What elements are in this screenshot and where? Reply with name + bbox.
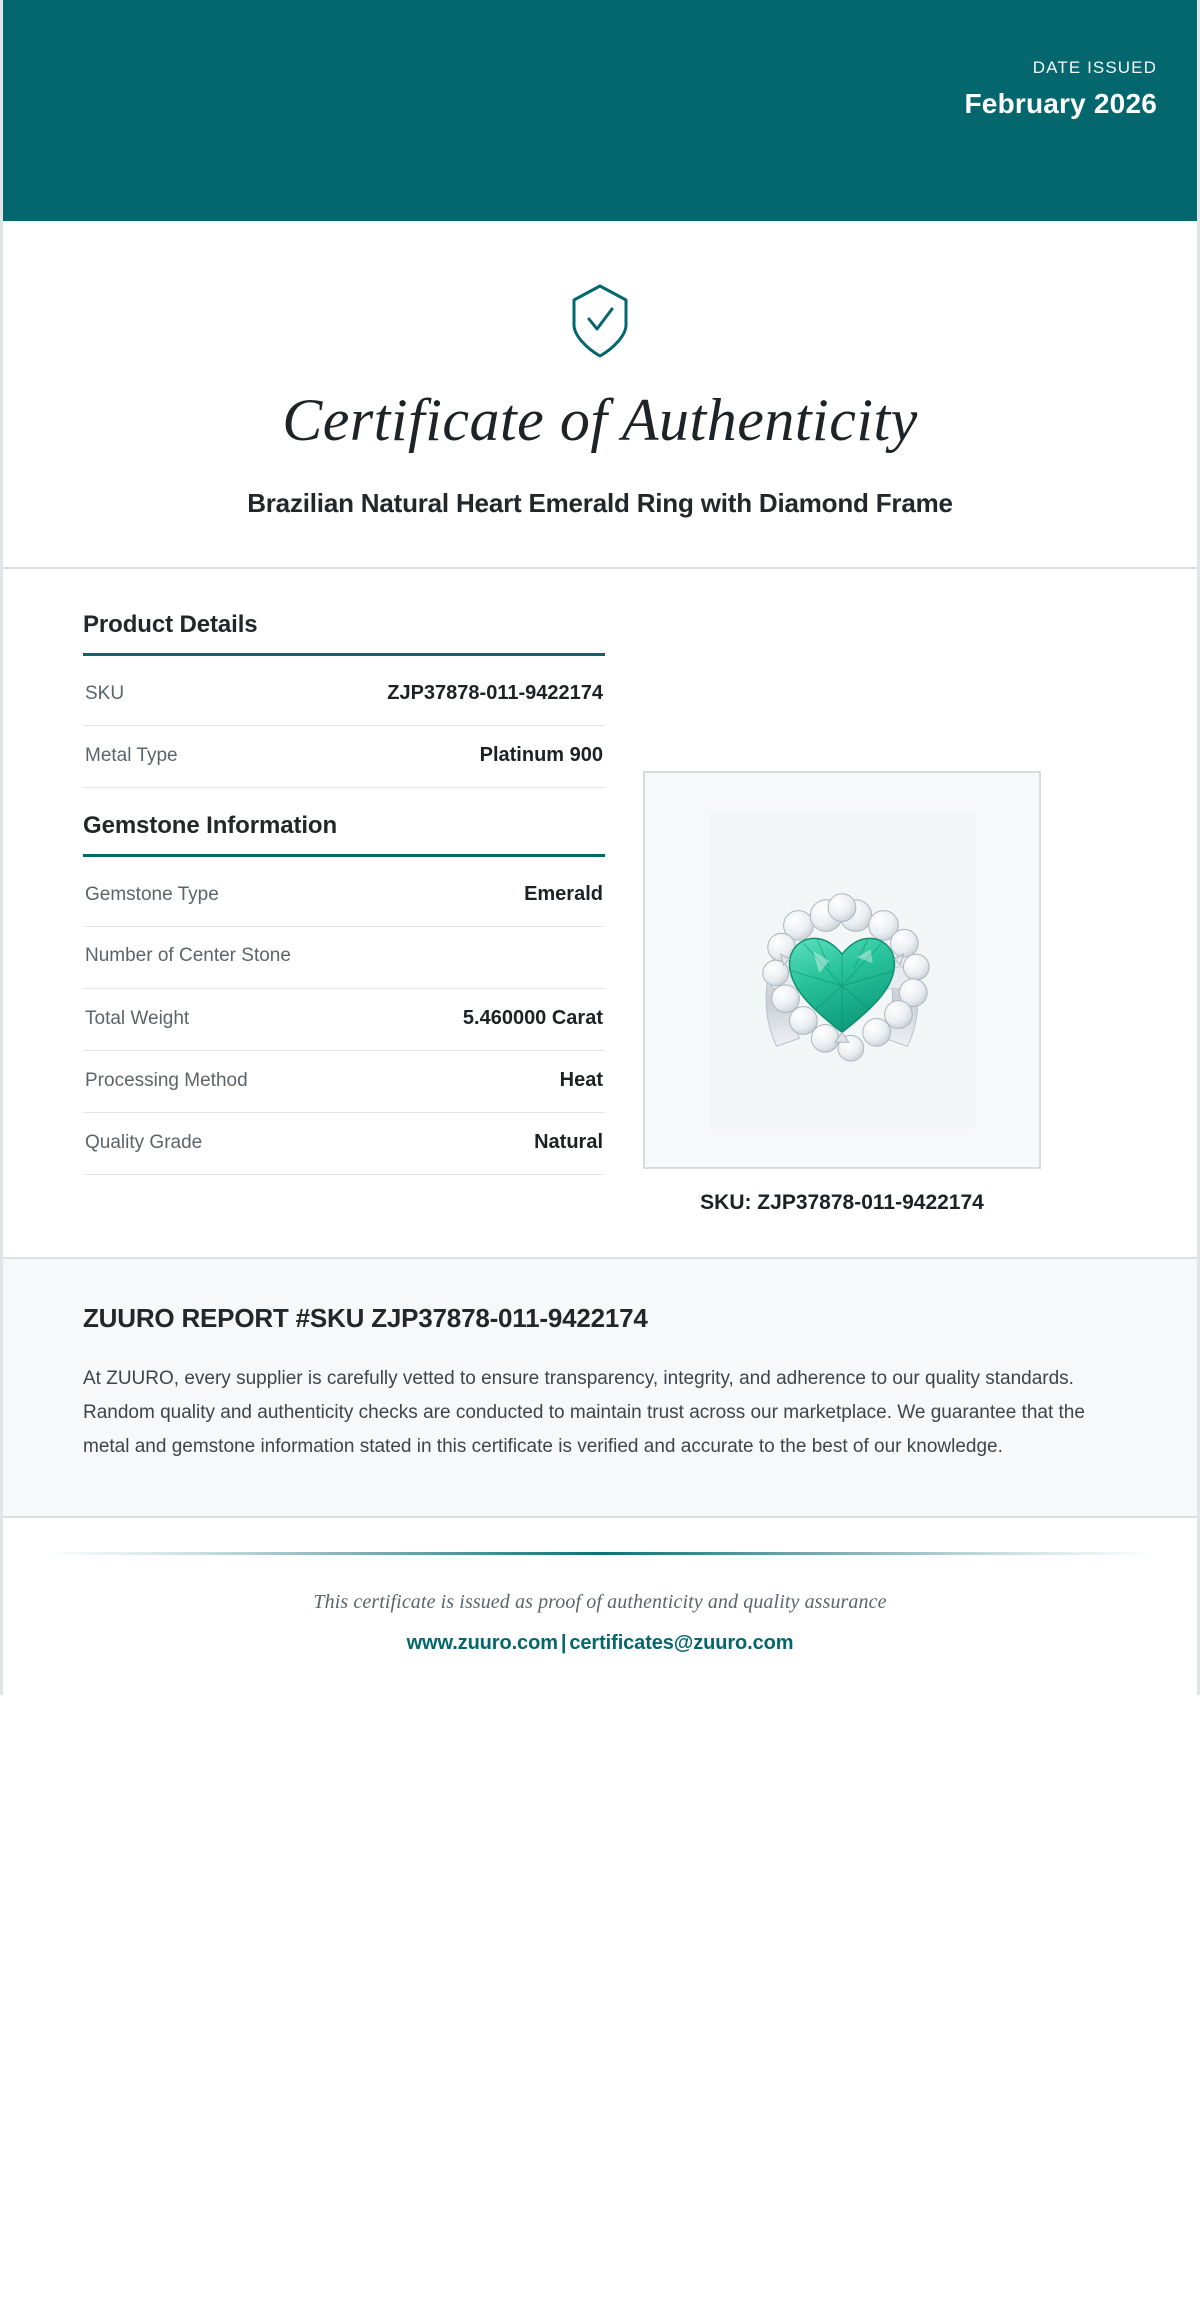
product-image-column [643, 771, 1123, 1215]
link-separator: | [560, 1631, 567, 1654]
product-details-heading: Product Details [83, 611, 258, 639]
page-title: Certificate of Authenticity [282, 387, 918, 453]
row-label: Number of Center Stone [85, 945, 291, 967]
row-label: Processing Method [85, 1070, 248, 1092]
certificate-footer [3, 1518, 1197, 1695]
date-issued-label: DATE ISSUED [1032, 58, 1157, 77]
row-value: Platinum 900 [479, 744, 603, 767]
footer-divider [43, 1552, 1157, 1555]
table-row [83, 865, 605, 927]
table-row [83, 664, 605, 726]
row-value: 5.460000 Carat [462, 1007, 603, 1030]
row-label: Quality Grade [85, 1132, 203, 1154]
row-label: SKU [85, 683, 125, 705]
product-details-group [83, 611, 605, 788]
footer-note: This certificate is issued as proof of authenticity and quality assurance [313, 1590, 887, 1613]
row-value: Natural [534, 1131, 603, 1154]
report-title: ZUURO REPORT #SKU ZJP37878-011-9422174 [83, 1303, 648, 1334]
date-issued-value: February 2026 [964, 88, 1157, 120]
certificate-header-bar [3, 0, 1197, 221]
row-value: Heat [559, 1069, 603, 1092]
date-issued-block [965, 58, 1158, 120]
row-label: Metal Type [85, 745, 178, 767]
table-row [83, 1051, 605, 1113]
certificate-title-block [3, 221, 1197, 569]
report-body: At ZUURO, every supplier is carefully vetted to ensure transparency, integrity, and adherence to our quality standards. Random quality and authenticity checks are conducted to maintain trust across our marketplace. We guarantee that the metal and gemstone information stated in this certificate is verified and accurate to the best of our knowledge. [83, 1368, 1085, 1457]
section-underline [83, 854, 605, 857]
section-underline [83, 653, 605, 656]
footer-contact-links [43, 1632, 1157, 1655]
email-link[interactable]: certificates@zuuro.com [569, 1631, 794, 1654]
product-photo-caption: SKU: ZJP37878-011-9422174 [700, 1191, 984, 1215]
details-column [43, 611, 643, 1175]
heart-emerald-ring-illustration [645, 771, 1039, 1169]
gemstone-information-group [83, 812, 605, 1175]
product-photo [643, 771, 1041, 1169]
shield-check-icon [43, 283, 1157, 359]
product-subtitle: Brazilian Natural Heart Emerald Ring with Diamond Frame [247, 488, 953, 519]
zuuro-report-section [3, 1259, 1197, 1517]
details-section [3, 569, 1197, 1259]
row-label: Gemstone Type [85, 884, 219, 906]
website-link[interactable]: www.zuuro.com [406, 1631, 558, 1654]
row-value: Emerald [524, 883, 603, 906]
gemstone-information-heading: Gemstone Information [83, 812, 338, 840]
row-label: Total Weight [85, 1008, 190, 1030]
table-row [83, 927, 605, 989]
row-value: ZJP37878-011-9422174 [387, 682, 603, 705]
table-row [83, 1113, 605, 1175]
spacer [83, 788, 605, 812]
table-row [83, 726, 605, 788]
table-row [83, 989, 605, 1051]
